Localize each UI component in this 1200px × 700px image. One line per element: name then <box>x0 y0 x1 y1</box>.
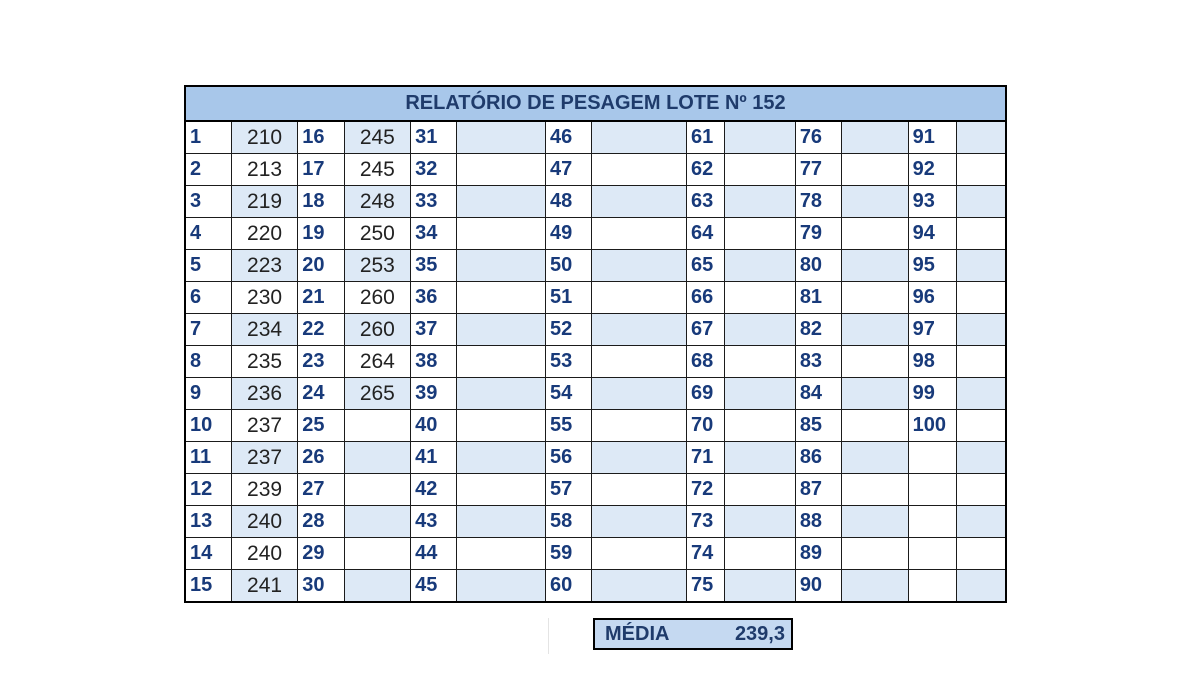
weight-value <box>725 570 796 603</box>
item-number: 88 <box>795 506 841 538</box>
item-number: 76 <box>795 121 841 154</box>
weight-value <box>956 378 1006 410</box>
weight-value <box>725 474 796 506</box>
item-number: 7 <box>185 314 231 346</box>
weight-value <box>344 474 410 506</box>
weight-value <box>457 570 546 603</box>
weight-value: 223 <box>231 250 297 282</box>
weighing-table <box>184 85 1007 603</box>
item-number: 67 <box>687 314 725 346</box>
item-number: 2 <box>185 154 231 186</box>
item-number: 22 <box>298 314 344 346</box>
weight-value <box>956 410 1006 442</box>
item-number: 16 <box>298 121 344 154</box>
item-number: 37 <box>411 314 457 346</box>
weight-value: 219 <box>231 186 297 218</box>
weight-value <box>956 218 1006 250</box>
item-number: 38 <box>411 346 457 378</box>
item-number: 79 <box>795 218 841 250</box>
item-number: 9 <box>185 378 231 410</box>
weight-value: 245 <box>344 121 410 154</box>
weighing-report <box>184 85 1007 603</box>
table-row <box>185 570 1006 603</box>
weight-value <box>956 154 1006 186</box>
weight-value <box>956 570 1006 603</box>
item-number: 60 <box>546 570 592 603</box>
weight-value <box>592 538 687 570</box>
weight-value <box>842 570 908 603</box>
weight-value: 250 <box>344 218 410 250</box>
weight-value: 230 <box>231 282 297 314</box>
item-number: 53 <box>546 346 592 378</box>
item-number: 59 <box>546 538 592 570</box>
weight-value <box>725 186 796 218</box>
weight-value: 239 <box>231 474 297 506</box>
weight-value <box>956 506 1006 538</box>
item-number: 1 <box>185 121 231 154</box>
average-label: MÉDIA <box>605 622 670 645</box>
weight-value <box>842 121 908 154</box>
item-number: 54 <box>546 378 592 410</box>
weight-value <box>592 506 687 538</box>
item-number: 63 <box>687 186 725 218</box>
item-number: 83 <box>795 346 841 378</box>
item-number <box>908 442 956 474</box>
item-number: 26 <box>298 442 344 474</box>
weight-value <box>956 250 1006 282</box>
weight-value <box>725 378 796 410</box>
weight-value: 265 <box>344 378 410 410</box>
item-number: 15 <box>185 570 231 603</box>
weight-value <box>592 186 687 218</box>
item-number: 5 <box>185 250 231 282</box>
item-number: 46 <box>546 121 592 154</box>
weight-value: 248 <box>344 186 410 218</box>
weight-value <box>457 250 546 282</box>
item-number: 95 <box>908 250 956 282</box>
weight-value <box>956 346 1006 378</box>
weight-value: 237 <box>231 410 297 442</box>
average-value: 239,3 <box>734 622 785 645</box>
item-number: 62 <box>687 154 725 186</box>
weight-value: 237 <box>231 442 297 474</box>
item-number: 84 <box>795 378 841 410</box>
item-number <box>908 506 956 538</box>
item-number: 91 <box>908 121 956 154</box>
item-number: 47 <box>546 154 592 186</box>
item-number: 50 <box>546 250 592 282</box>
weight-value: 264 <box>344 346 410 378</box>
weight-value: 260 <box>344 282 410 314</box>
item-number: 30 <box>298 570 344 603</box>
weight-value <box>592 250 687 282</box>
item-number: 49 <box>546 218 592 250</box>
weight-value <box>842 538 908 570</box>
weight-value <box>344 570 410 603</box>
item-number: 72 <box>687 474 725 506</box>
item-number: 36 <box>411 282 457 314</box>
item-number: 86 <box>795 442 841 474</box>
item-number: 6 <box>185 282 231 314</box>
weight-value <box>457 186 546 218</box>
table-row <box>185 378 1006 410</box>
weight-value <box>592 442 687 474</box>
weight-value: 253 <box>344 250 410 282</box>
report-title: RELATÓRIO DE PESAGEM LOTE Nº 152 <box>185 86 1006 121</box>
weight-value <box>725 282 796 314</box>
item-number: 35 <box>411 250 457 282</box>
item-number: 12 <box>185 474 231 506</box>
weight-value <box>956 442 1006 474</box>
item-number: 68 <box>687 346 725 378</box>
weight-value <box>344 506 410 538</box>
table-row <box>185 410 1006 442</box>
item-number: 41 <box>411 442 457 474</box>
table-row <box>185 442 1006 474</box>
item-number: 96 <box>908 282 956 314</box>
weight-value <box>842 282 908 314</box>
weight-value <box>457 314 546 346</box>
average-box <box>593 618 793 650</box>
item-number: 74 <box>687 538 725 570</box>
weight-value: 245 <box>344 154 410 186</box>
table-row <box>185 346 1006 378</box>
item-number <box>908 570 956 603</box>
weight-value: 213 <box>231 154 297 186</box>
item-number: 40 <box>411 410 457 442</box>
weight-value: 241 <box>231 570 297 603</box>
weight-value <box>842 154 908 186</box>
item-number: 56 <box>546 442 592 474</box>
table-row <box>185 506 1006 538</box>
weight-value <box>842 474 908 506</box>
item-number: 70 <box>687 410 725 442</box>
table-row <box>185 121 1006 154</box>
weight-value: 240 <box>231 538 297 570</box>
weight-value <box>956 121 1006 154</box>
item-number: 20 <box>298 250 344 282</box>
item-number: 75 <box>687 570 725 603</box>
item-number: 85 <box>795 410 841 442</box>
weight-value <box>457 121 546 154</box>
weight-value <box>592 346 687 378</box>
weight-value: 234 <box>231 314 297 346</box>
item-number: 24 <box>298 378 344 410</box>
table-row <box>185 314 1006 346</box>
weight-value <box>842 346 908 378</box>
item-number: 27 <box>298 474 344 506</box>
weight-value <box>842 186 908 218</box>
item-number: 78 <box>795 186 841 218</box>
weight-value <box>842 378 908 410</box>
weight-value: 260 <box>344 314 410 346</box>
weight-value <box>725 538 796 570</box>
weight-value <box>592 121 687 154</box>
weight-value <box>725 410 796 442</box>
weight-value <box>956 186 1006 218</box>
weight-value <box>842 218 908 250</box>
weight-value <box>592 314 687 346</box>
weight-value <box>842 506 908 538</box>
item-number: 93 <box>908 186 956 218</box>
weight-value <box>457 506 546 538</box>
weight-value: 235 <box>231 346 297 378</box>
item-number: 77 <box>795 154 841 186</box>
item-number: 82 <box>795 314 841 346</box>
table-row <box>185 218 1006 250</box>
weight-value <box>725 121 796 154</box>
weight-value <box>457 538 546 570</box>
weight-value <box>725 314 796 346</box>
item-number: 97 <box>908 314 956 346</box>
weight-value <box>592 154 687 186</box>
item-number: 58 <box>546 506 592 538</box>
item-number: 52 <box>546 314 592 346</box>
item-number: 94 <box>908 218 956 250</box>
table-row <box>185 154 1006 186</box>
item-number: 4 <box>185 218 231 250</box>
item-number: 19 <box>298 218 344 250</box>
item-number: 18 <box>298 186 344 218</box>
item-number: 25 <box>298 410 344 442</box>
weight-value <box>842 410 908 442</box>
item-number <box>908 474 956 506</box>
item-number: 100 <box>908 410 956 442</box>
divider <box>548 618 549 654</box>
item-number: 51 <box>546 282 592 314</box>
weight-value <box>592 474 687 506</box>
item-number: 87 <box>795 474 841 506</box>
item-number: 17 <box>298 154 344 186</box>
weight-value <box>725 346 796 378</box>
weight-value <box>725 154 796 186</box>
item-number: 61 <box>687 121 725 154</box>
weight-value <box>344 410 410 442</box>
item-number: 71 <box>687 442 725 474</box>
item-number: 28 <box>298 506 344 538</box>
item-number: 64 <box>687 218 725 250</box>
weight-value <box>842 250 908 282</box>
weight-value <box>457 442 546 474</box>
weight-value <box>457 154 546 186</box>
weight-value <box>457 346 546 378</box>
item-number: 69 <box>687 378 725 410</box>
item-number: 29 <box>298 538 344 570</box>
item-number: 99 <box>908 378 956 410</box>
item-number: 14 <box>185 538 231 570</box>
weight-value <box>842 314 908 346</box>
item-number: 8 <box>185 346 231 378</box>
item-number: 44 <box>411 538 457 570</box>
weight-value <box>457 410 546 442</box>
item-number: 81 <box>795 282 841 314</box>
table-row <box>185 474 1006 506</box>
weight-value <box>725 506 796 538</box>
weight-value <box>956 538 1006 570</box>
item-number: 32 <box>411 154 457 186</box>
item-number: 34 <box>411 218 457 250</box>
item-number: 23 <box>298 346 344 378</box>
weight-value <box>344 442 410 474</box>
item-number: 89 <box>795 538 841 570</box>
table-row <box>185 250 1006 282</box>
item-number: 45 <box>411 570 457 603</box>
weight-value <box>842 442 908 474</box>
item-number: 48 <box>546 186 592 218</box>
weight-value <box>457 218 546 250</box>
item-number: 55 <box>546 410 592 442</box>
weight-value <box>344 538 410 570</box>
item-number: 33 <box>411 186 457 218</box>
item-number: 57 <box>546 474 592 506</box>
weight-value: 210 <box>231 121 297 154</box>
table-row <box>185 282 1006 314</box>
weight-value <box>592 218 687 250</box>
item-number: 39 <box>411 378 457 410</box>
weight-value <box>457 378 546 410</box>
item-number: 66 <box>687 282 725 314</box>
item-number: 42 <box>411 474 457 506</box>
item-number: 21 <box>298 282 344 314</box>
weight-value <box>725 218 796 250</box>
weight-value <box>592 282 687 314</box>
weight-value <box>725 250 796 282</box>
item-number: 92 <box>908 154 956 186</box>
table-row <box>185 186 1006 218</box>
weight-value <box>592 378 687 410</box>
item-number: 73 <box>687 506 725 538</box>
weight-value <box>956 282 1006 314</box>
weight-value: 236 <box>231 378 297 410</box>
item-number: 31 <box>411 121 457 154</box>
item-number: 80 <box>795 250 841 282</box>
item-number: 11 <box>185 442 231 474</box>
weight-value <box>592 570 687 603</box>
table-row <box>185 538 1006 570</box>
weight-value: 240 <box>231 506 297 538</box>
weight-value <box>592 410 687 442</box>
weight-value <box>956 314 1006 346</box>
item-number: 65 <box>687 250 725 282</box>
weight-value: 220 <box>231 218 297 250</box>
item-number: 98 <box>908 346 956 378</box>
item-number: 43 <box>411 506 457 538</box>
item-number: 90 <box>795 570 841 603</box>
weight-value <box>457 282 546 314</box>
weight-value <box>956 474 1006 506</box>
item-number: 3 <box>185 186 231 218</box>
item-number <box>908 538 956 570</box>
weight-value <box>725 442 796 474</box>
item-number: 13 <box>185 506 231 538</box>
item-number: 10 <box>185 410 231 442</box>
weight-value <box>457 474 546 506</box>
